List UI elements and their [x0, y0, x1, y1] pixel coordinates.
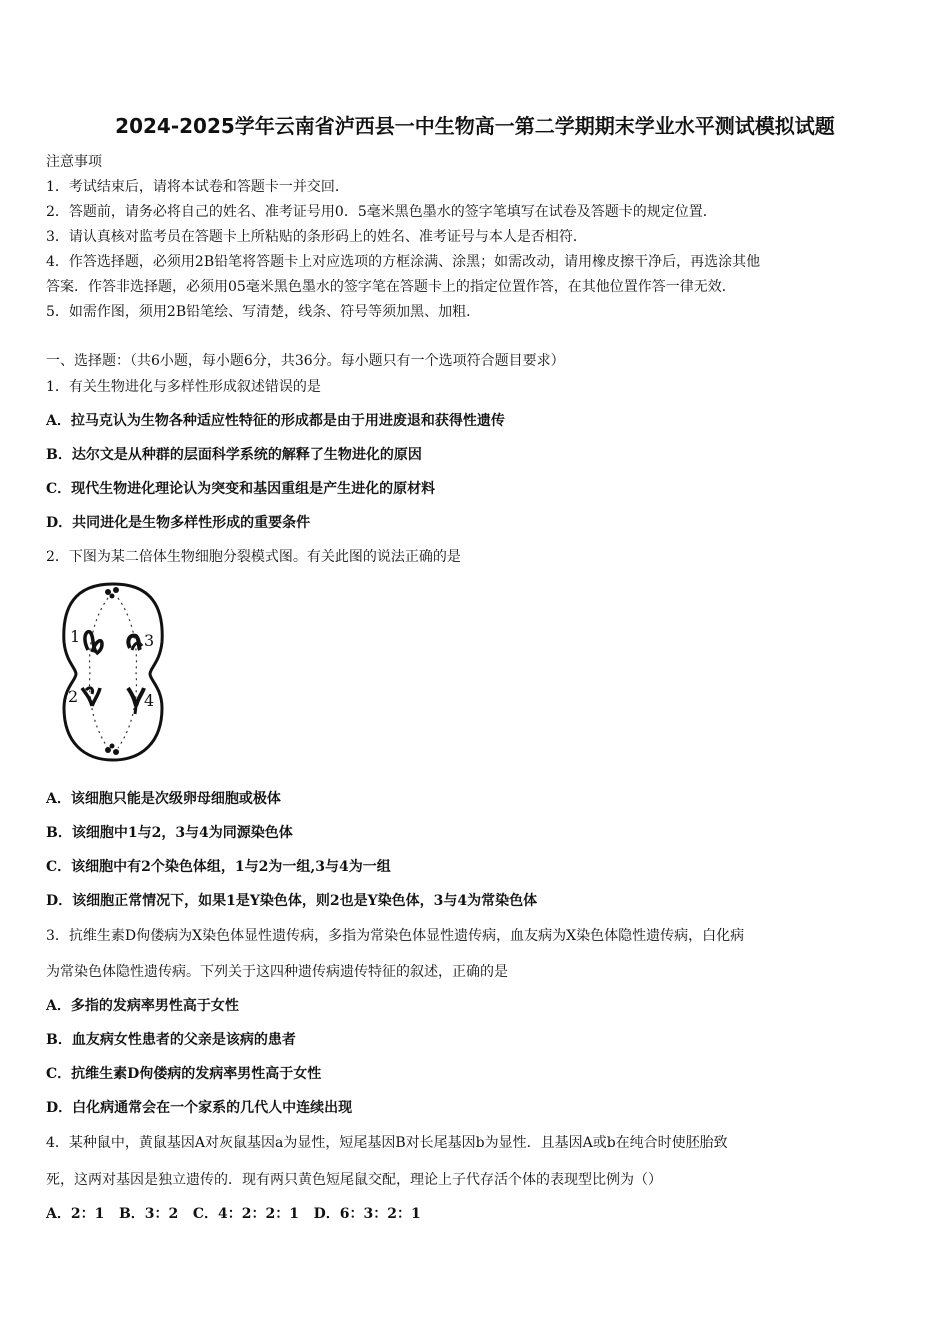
centrosome-top — [105, 587, 119, 599]
question-2-stem: 2．下图为某二倍体生物细胞分裂模式图。有关此图的说法正确的是 — [46, 549, 461, 565]
figure-label-1: 1 — [70, 627, 81, 646]
figure-label-3: 3 — [144, 631, 155, 650]
cell-outline — [64, 584, 162, 760]
question-1-stem: 1．有关生物进化与多样性形成叙述错误的是 — [46, 379, 321, 395]
question-3-stem-line-1: 3．抗维生素D佝偻病为X染色体显性遗传病，多指为常染色体显性遗传病，血友病为X染色体隐性遗传病，白化病 — [46, 928, 745, 944]
chromosome-1 — [85, 632, 102, 654]
cell-division-figure — [56, 580, 171, 765]
notice-item: 1．考试结束后，请将本试卷和答题卡一并交回． — [46, 179, 349, 195]
notice-item: 4．作答选择题，必须用2B铅笔将答题卡上对应选项的方框涂满、涂黑；如需改动，请用橡皮擦干净后，再选涂其他 — [46, 254, 761, 270]
question-2-option-d: D．该细胞正常情况下，如果1是Y染色体，则2也是Y染色体，3与4为常染色体 — [46, 893, 538, 909]
chromosome-2 — [82, 688, 100, 706]
question-3-stem-line-2: 为常染色体隐性遗传病。下列关于这四种遗传病遗传特征的叙述，正确的是 — [46, 964, 508, 980]
notice-item: 5．如需作图，须用2B铅笔绘、写清楚，线条、符号等须加黑、加粗． — [46, 304, 481, 320]
question-4-stem-line-2: 死，这两对基因是独立遗传的．现有两只黄色短尾鼠交配，理论上子代存活个体的表现型比例为（） — [46, 1172, 662, 1188]
question-1-option-a: A．拉马克认为生物各种适应性特征的形成都是由于用进废退和获得性遗传 — [46, 413, 505, 429]
question-2-option-b: B．该细胞中1与2，3与4为同源染色体 — [46, 825, 293, 841]
question-4-stem-line-1: 4．某种鼠中，黄鼠基因A对灰鼠基因a为显性，短尾基因B对长尾基因b为显性．且基因A或b在纯合时使胚胎致 — [46, 1135, 728, 1151]
chromosome-3 — [128, 636, 142, 650]
figure-label-4: 4 — [144, 691, 155, 710]
question-2-option-c: C．该细胞中有2个染色体组，1与2为一组,3与4为一组 — [46, 859, 391, 875]
section-heading: 一、选择题：（共6小题，每小题6分，共36分。每小题只有一个选项符合题目要求） — [46, 353, 565, 369]
centrosome-bottom — [105, 744, 119, 756]
notice-item: 2．答题前，请务必将自己的姓名、准考证号用0．5毫米黑色墨水的签字笔填写在试卷及答题卡的规定位置． — [46, 204, 717, 220]
figure-label-2: 2 — [68, 687, 79, 706]
question-3-option-c: C．抗维生素D佝偻病的发病率男性高于女性 — [46, 1066, 322, 1082]
question-1-option-c: C．现代生物进化理论认为突变和基因重组是产生进化的原材料 — [46, 481, 436, 497]
question-3-option-b: B．血友病女性患者的父亲是该病的患者 — [46, 1032, 296, 1048]
notice-heading: 注意事项 — [46, 154, 102, 170]
spindle-fiber — [90, 598, 108, 748]
question-1-option-d: D．共同进化是生物多样性形成的重要条件 — [46, 515, 311, 531]
question-3-option-d: D．白化病通常会在一个家系的几代人中连续出现 — [46, 1100, 353, 1116]
page-title: 2024-2025学年云南省泸西县一中生物高一第二学期期末学业水平测试模拟试题 — [115, 114, 835, 138]
question-1-option-b: B．达尔文是从种群的层面科学系统的解释了生物进化的原因 — [46, 447, 422, 463]
notice-item: 答案．作答非选择题，必须用05毫米黑色墨水的签字笔在答题卡上的指定位置作答，在其他位置作答一律无效． — [46, 279, 736, 295]
question-3-option-a: A．多指的发病率男性高于女性 — [46, 998, 239, 1014]
notice-item: 3．请认真核对监考员在答题卡上所粘贴的条形码上的姓名、准考证号与本人是否相符． — [46, 229, 587, 245]
spindle-fiber — [118, 598, 136, 748]
question-2-option-a: A．该细胞只能是次级卵母细胞或极体 — [46, 791, 281, 807]
question-4-options: A．2：1 B．3：2 C．4：2：2：1 D．6：3：2：1 — [46, 1206, 421, 1222]
